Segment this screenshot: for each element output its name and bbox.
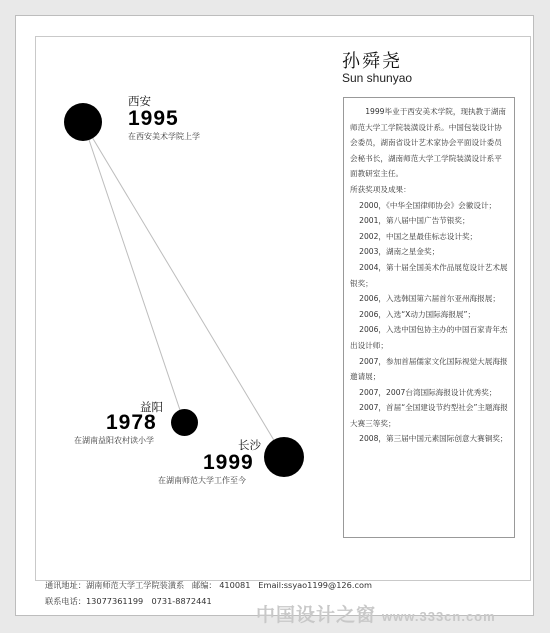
award-item: 2006，入选中国包协主办的中国百家青年杰出设计师； [350,325,508,350]
timeline-year-1978: 1978 [106,411,157,434]
site-watermark [256,600,496,627]
designer-name-chinese: 孙舜尧 [342,51,402,72]
timeline-desc-1995: 在西安美术学院上学 [128,132,200,141]
award-item: 2007，首届“全国建设节约型社会”主题海报大赛三等奖； [350,403,508,428]
award-item: 2008，第三届中国元素国际创意大赛铜奖； [359,434,508,444]
timeline-dot-1978 [171,409,198,436]
postcode-value: 410081 [219,580,251,590]
award-item: 2006，入选“X动力国际海报展”； [359,309,476,319]
connector-1995-1999 [83,122,284,457]
bio-intro: 1999毕业于西安美术学院，现执教于湖南师范大学工学院装潢设计系。中国包装设计协会委员，湖南省设计艺术家协会平面设计委员会秘书长，湖南师范大学工学院装潢设计系平面教研室主任。 [350,107,507,179]
timeline-place-1995: 西安 [128,94,151,108]
award-item: 2004，第十届全国美术作品展览设计艺术展银奖； [350,262,508,288]
timeline-place-1999: 长沙 [238,438,261,452]
award-item: 2007，2007台湾国际海报设计优秀奖； [359,387,497,397]
award-item: 2003，湖南之星金奖； [359,247,440,257]
award-item: 2001，第八届中国广告节银奖； [359,216,470,226]
email-value: ssyao1199@126.com [283,580,372,590]
award-item: 2007，参加首届儒家文化国际视觉大展海报邀请展； [350,356,508,382]
timeline-dot-1999 [264,437,304,477]
timeline-desc-1999: 在湖南师范大学工作至今 [158,476,246,485]
address-value: 湖南师范大学工学院装潢系 [85,580,185,590]
awards-heading: 所获奖项及成果： [350,184,411,194]
designer-name-english: Sun shunyao [342,71,413,85]
phone-label: 联系电话： [45,596,86,606]
timeline-desc-1978: 在湖南益阳农村读小学 [74,436,154,445]
timeline-year-1999: 1999 [203,451,254,474]
postcode-label: 邮编： [192,580,217,590]
email-label: Email: [258,580,284,590]
phone-value: 13077361199 0731-8872441 [85,596,212,606]
awards-list [350,198,508,448]
watermark-url: www.333cn.com [382,609,496,624]
watermark-text: 中国设计之窗 [256,604,377,626]
address-label: 通讯地址： [45,580,86,590]
connector-1995-1978 [83,122,184,422]
award-item: 2006，入选韩国第六届首尔亚州海报展； [359,294,500,304]
biography-box [343,97,515,538]
timeline-dot-1995 [64,103,102,141]
award-item: 2002，中国之星最佳标志设计奖； [359,231,478,241]
address-line [45,577,372,593]
timeline-place-1978: 益阳 [140,400,163,414]
timeline-year-1995: 1995 [128,107,179,130]
award-item: 2000，《中华全国律师协会》会徽设计； [359,200,497,210]
